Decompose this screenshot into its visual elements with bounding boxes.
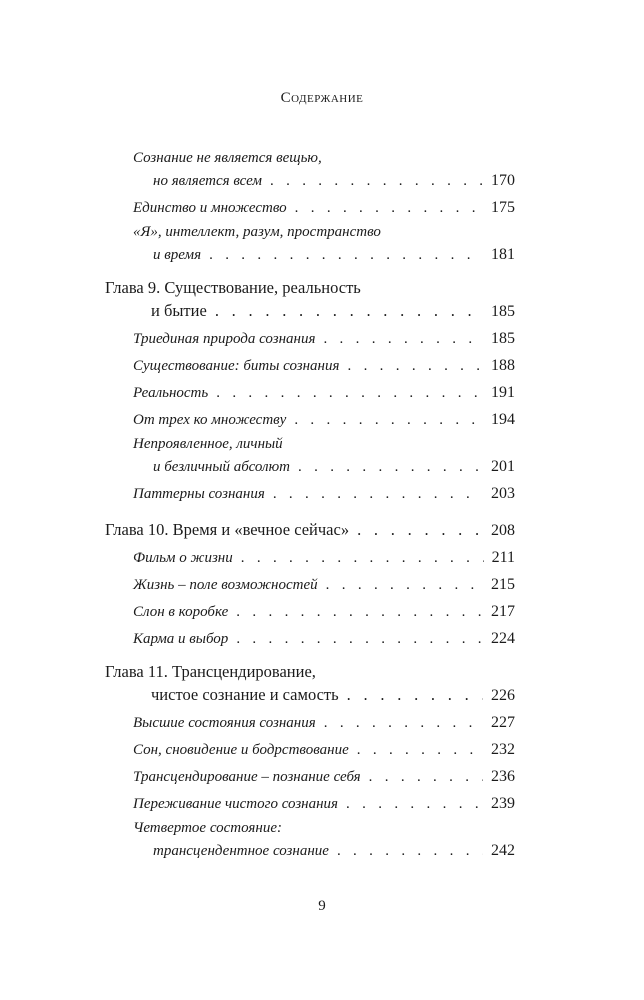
dot-leader <box>324 710 483 736</box>
dot-leader <box>215 298 483 324</box>
toc-section-entry <box>133 710 515 736</box>
toc-entry-title-line: Жизнь – поле возможностей <box>133 577 318 593</box>
toc-page-number: 208 <box>491 522 515 539</box>
toc-entry-title-line: Карма и выбор <box>133 631 229 647</box>
toc-page-number: 194 <box>491 411 515 428</box>
toc-entry-row <box>133 168 515 194</box>
toc-entry-row <box>133 572 515 598</box>
toc-entry-title-line: Сон, сновидение и бодрствование <box>133 742 349 758</box>
toc-page-number: 201 <box>491 458 515 475</box>
dot-leader <box>298 454 483 480</box>
toc-entry-row <box>105 298 515 325</box>
toc-entry-title-line: «Я», интеллект, разум, пространство <box>133 224 381 240</box>
table-of-contents <box>105 148 515 865</box>
toc-section-entry <box>133 407 515 433</box>
toc-entry-row <box>133 353 515 379</box>
toc-entry-row <box>133 626 515 652</box>
toc-page-number: 175 <box>491 199 515 216</box>
toc-entry-title-line: Высшие состояния сознания <box>133 715 316 731</box>
toc-entry-row <box>105 517 515 544</box>
dot-leader <box>273 481 483 507</box>
toc-entry-title-line: трансцендентное сознание <box>153 843 329 859</box>
toc-entry-row <box>133 838 515 864</box>
toc-page-number: 224 <box>491 630 515 647</box>
toc-entry-row <box>133 481 515 507</box>
dot-leader <box>347 682 483 708</box>
toc-entry-title-line: Четвертое состояние: <box>133 820 282 836</box>
toc-page-number: 185 <box>491 330 515 347</box>
toc-section-entry <box>133 572 515 598</box>
dot-leader <box>347 353 483 379</box>
dot-leader <box>241 545 484 571</box>
toc-entry-row <box>133 454 515 480</box>
dot-leader <box>295 195 483 221</box>
toc-entry-title-line: но является всем <box>153 173 262 189</box>
toc-entry-title-line: Реальность <box>133 385 209 401</box>
toc-page-number: 203 <box>491 485 515 502</box>
toc-entry-title-line: Триединая природа сознания <box>133 331 316 347</box>
toc-page-number: 217 <box>491 603 515 620</box>
toc-page-number: 191 <box>491 384 515 401</box>
page-header: Содержание <box>280 90 364 106</box>
toc-entry-row <box>133 737 515 763</box>
toc-entry-title-line: и бытие <box>151 301 207 320</box>
toc-section-entry <box>133 737 515 763</box>
toc-entry-title-line: Существование: биты сознания <box>133 358 340 374</box>
toc-entry-title-line: Глава 11. Трансцендирование, <box>105 662 316 681</box>
toc-section-entry <box>133 545 515 571</box>
toc-section-entry <box>133 326 515 352</box>
toc-entry-row <box>133 791 515 817</box>
page-number: 9 <box>318 898 326 914</box>
toc-section-entry <box>133 222 515 268</box>
toc-entry-row <box>133 407 515 433</box>
toc-page-number: 181 <box>491 246 515 263</box>
toc-entry-row <box>105 682 515 709</box>
toc-entry-title-line: чистое сознание и самость <box>151 685 339 704</box>
toc-section-entry <box>133 353 515 379</box>
toc-entry-row <box>133 545 515 571</box>
dot-leader <box>209 242 483 268</box>
dot-leader <box>346 791 483 817</box>
toc-entry-title-line: Единство и множество <box>133 200 287 216</box>
dot-leader <box>216 380 483 406</box>
toc-page-number: 232 <box>491 741 515 758</box>
toc-chapter-entry <box>105 278 515 325</box>
toc-page-number: 227 <box>491 714 515 731</box>
toc-entry-title-line: Непроявленное, личный <box>133 436 283 452</box>
toc-page-number: 242 <box>491 842 515 859</box>
dot-leader <box>326 572 483 598</box>
toc-page-number: 188 <box>491 357 515 374</box>
toc-entry-row <box>133 764 515 790</box>
toc-entry-title-line: Глава 10. Время и «вечное сейчас» <box>105 520 350 539</box>
dot-leader <box>369 764 483 790</box>
toc-entry-title-line: Паттерны сознания <box>133 486 265 502</box>
toc-entry-title-line: Слон в коробке <box>133 604 229 620</box>
toc-section-entry <box>133 481 515 507</box>
toc-section-entry <box>133 764 515 790</box>
toc-entry-row <box>133 326 515 352</box>
dot-leader <box>337 838 483 864</box>
toc-section-entry <box>133 434 515 480</box>
toc-entry-title-line: и время <box>153 247 202 263</box>
toc-section-entry <box>133 818 515 864</box>
toc-entry-title-line: От трех ко множеству <box>133 412 287 428</box>
dot-leader <box>357 517 483 543</box>
toc-chapter-entry <box>105 662 515 709</box>
toc-section-entry <box>133 791 515 817</box>
toc-entry-row <box>133 195 515 221</box>
toc-page-number: 211 <box>491 549 515 566</box>
toc-page-number: 226 <box>491 687 515 704</box>
toc-entry-row <box>133 380 515 406</box>
toc-page-number: 215 <box>491 576 515 593</box>
toc-page-number: 236 <box>491 768 515 785</box>
toc-chapter-entry <box>105 517 515 544</box>
toc-entry-title-line: и безличный абсолют <box>153 459 290 475</box>
toc-page-number: 185 <box>491 303 515 320</box>
toc-entry-title-line: Переживание чистого сознания <box>133 796 339 812</box>
toc-page-number: 170 <box>491 172 515 189</box>
dot-leader <box>236 599 483 625</box>
dot-leader <box>270 168 483 194</box>
toc-section-entry <box>133 195 515 221</box>
toc-entry-title-line: Глава 9. Существование, реальность <box>105 278 361 297</box>
toc-entry-title-line: Фильм о жизни <box>133 550 233 566</box>
toc-entry-title-line: Трансцендирование – познание себя <box>133 769 361 785</box>
toc-section-entry <box>133 380 515 406</box>
toc-section-entry <box>133 599 515 625</box>
toc-section-entry <box>133 148 515 194</box>
toc-section-entry <box>133 626 515 652</box>
toc-page-number: 239 <box>491 795 515 812</box>
toc-entry-row <box>133 599 515 625</box>
toc-entry-row <box>133 710 515 736</box>
dot-leader <box>357 737 483 763</box>
toc-entry-title-line: Сознание не является вещью, <box>133 150 322 166</box>
dot-leader <box>294 407 483 433</box>
toc-entry-row <box>133 242 515 268</box>
dot-leader <box>323 326 483 352</box>
dot-leader <box>236 626 483 652</box>
